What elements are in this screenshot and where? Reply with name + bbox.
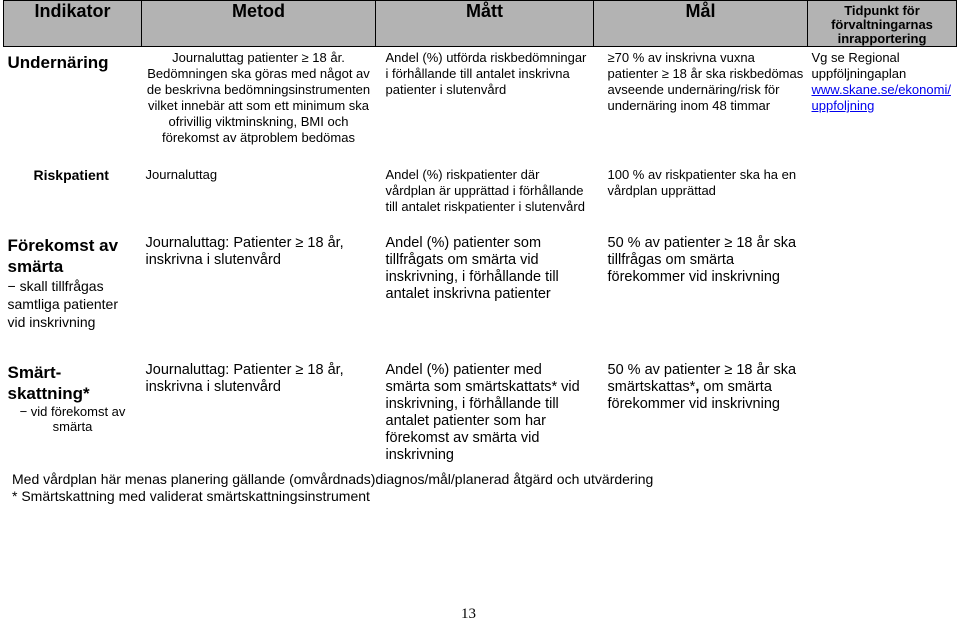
reporting-empty: [808, 233, 957, 360]
header-row: [4, 1, 957, 47]
indicator-undernaring: Undernäring: [7, 53, 109, 72]
reporting-empty: [808, 167, 957, 233]
goal-smartskattning: [594, 360, 808, 470]
table-row: [4, 233, 957, 360]
header-metod: Metod: [142, 1, 376, 47]
indicator-forekomst: [4, 233, 142, 360]
method-undernaring: Journaluttag patienter ≥ 18 år. Bedömningen ska göras med något av de beskrivna bedömningsinstrumenten vilket innebär att som ett minimum ska ofrivillig viktminskning, BMI och förekomst av ätproblem bedömas: [146, 50, 371, 145]
header-matt: Mått: [376, 1, 594, 47]
goal-smartskattning-post: om smärta förekommer vid inskrivning: [607, 378, 780, 412]
table-row: [4, 360, 957, 470]
indicator-smartskattning: [4, 360, 142, 470]
indicator-smartskattning-sub: − vid förekomst av smärta: [19, 403, 126, 434]
table-row: [4, 47, 957, 167]
page-number: 13: [461, 606, 476, 622]
measure-riskpatient: Andel (%) riskpatienter där vårdplan är upprättad i förhållande till antalet riskpatienter i slutenvård: [385, 166, 585, 214]
reporting-empty: [808, 360, 957, 470]
goal-forekomst: 50 % av patienter ≥ 18 år ska tillfrågas om smärta förekommer vid inskrivning: [607, 234, 797, 285]
table-row: [4, 167, 957, 233]
reporting-link[interactable]: www.skane.se/ekonomi/uppfoljning: [811, 82, 951, 113]
method-smartskattning: Journaluttag: Patienter ≥ 18 år, inskrivna i slutenvård: [145, 361, 344, 395]
method-forekomst: Journaluttag: Patienter ≥ 18 år, inskrivna i slutenvård: [145, 234, 344, 268]
header-mal: Mål: [594, 1, 808, 47]
goal-smartskattning-pre: 50 % av patienter ≥ 18 år ska smärtskattas*: [607, 361, 797, 395]
indicator-riskpatient: Riskpatient: [33, 166, 109, 183]
footnote-smartskattning: * Smärtskattning med validerat smärtskattningsinstrument: [12, 488, 370, 504]
indicator-table: [3, 0, 957, 470]
measure-smartskattning: Andel (%) patienter med smärta som smärtskattats* vid inskrivning, i förhållande till antalet patienter som har förekomst av smärta vid inskrivning: [385, 361, 580, 463]
footnote-vardplan: Med vårdplan här menas planering gällande (omvårdnads)diagnos/mål/planerad åtgärd och utvärdering: [12, 471, 654, 487]
measure-undernaring: Andel (%) utförda riskbedömningar i förhållande till antalet inskrivna patienter i slutenvård: [385, 50, 587, 97]
indicator-smartskattning-title: Smärt-skattning*: [7, 362, 90, 403]
reporting-text: Vg se Regional uppföljningaplan: [811, 50, 907, 81]
goal-riskpatient: 100 % av riskpatienter ska ha en vårdplan upprättad: [607, 166, 797, 198]
header-tidpunkt: Tidpunkt för förvaltningarnas inrapportering: [808, 1, 957, 47]
header-indikator: Indikator: [4, 1, 142, 47]
indicator-forekomst-sub: − skall tillfrågas samtliga patienter vid inskrivning: [7, 277, 119, 330]
indicator-forekomst-title: Förekomst av smärta: [7, 235, 119, 276]
measure-forekomst: Andel (%) patienter som tillfrågats om smärta vid inskrivning, i förhållande till antalet inskrivna patienter: [385, 234, 559, 302]
goal-undernaring: ≥70 % av inskrivna vuxna patienter ≥ 18 år ska riskbedömas avseende undernäring/risk för undernäring inom 48 timmar: [607, 50, 804, 113]
goal-smartskattning-bold: ,: [695, 378, 700, 395]
reporting-cell: [808, 47, 957, 167]
method-riskpatient: Journaluttag: [145, 166, 218, 182]
